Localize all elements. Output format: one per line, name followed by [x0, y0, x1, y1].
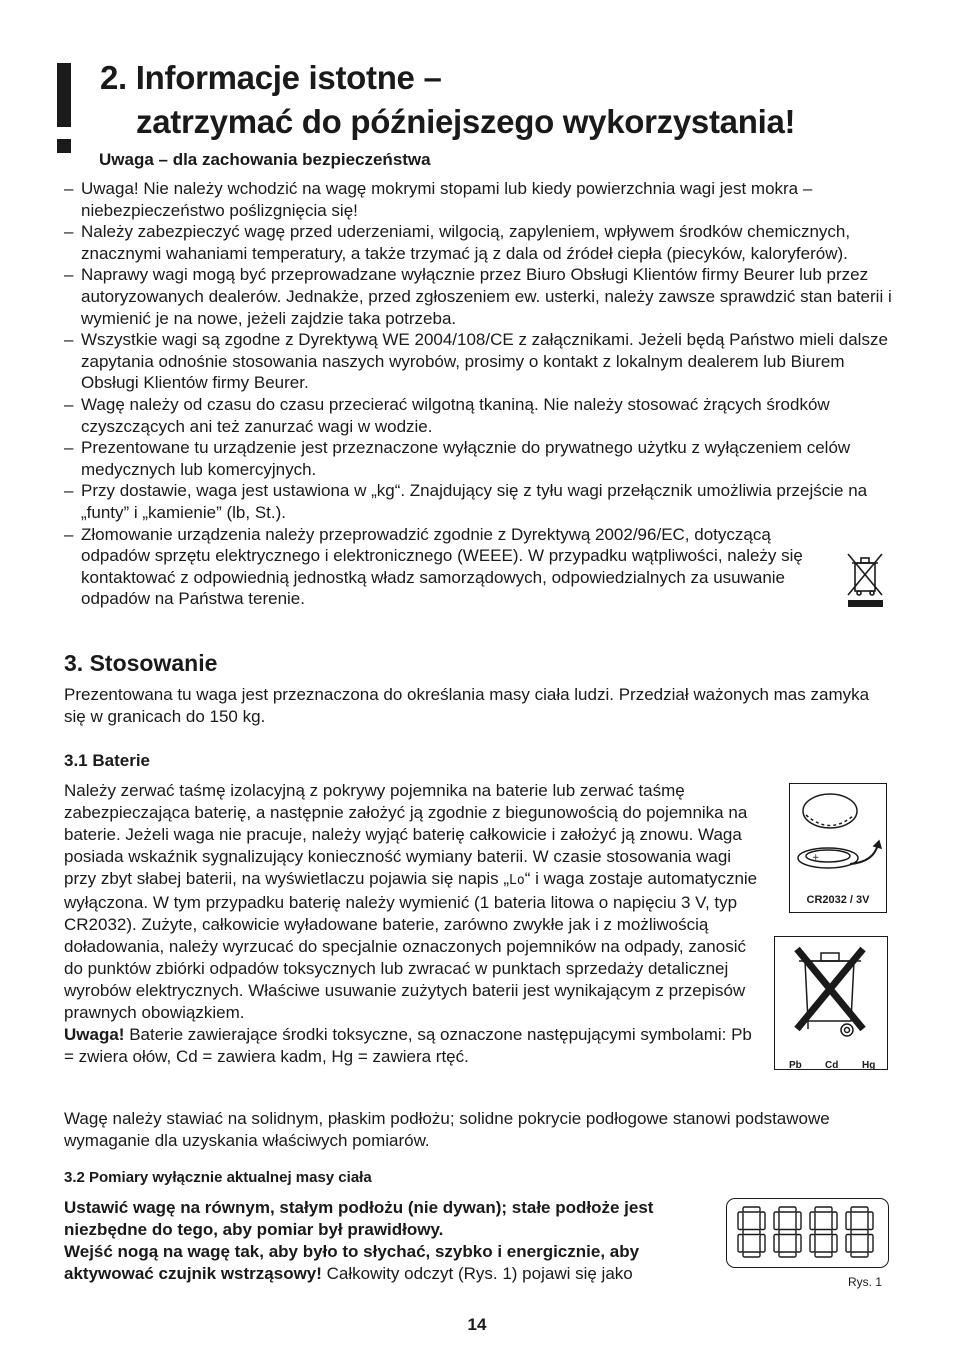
- svg-text:+: +: [812, 853, 820, 863]
- symbol-cd: Cd: [825, 1060, 839, 1071]
- display-segment: [774, 1235, 779, 1253]
- warning-item: – Wszystkie wagi są zgodne z Dyrektywą WE 2004/108/CE z załącznikami. Jeżeli będą Państwo mieli dalsze zapytania odnośnie stosowania naszych wyrobów, prosimy o kontakt z lokalnym dealerem lub Biurem Obsługi Klientów firmy Beurer.: [64, 329, 894, 394]
- batteries-text-part1: Należy zerwać taśmę izolacyjną z pokrywy pojemnika na baterie lub zerwać taśmę zabezpieczająca baterię, a następnie założyć ją zgodnie z biegunowością do pojemnika na baterie. Jeżeli waga nie pracuje, należy wyjąć baterię całkowicie i założyć ją znowu. Waga posiada wskaźnik sygnalizujący konieczność wymiany baterii. W czasie stosowania wagi przy zbyt słabej baterii, na wyświetlaczu pojawia się napis „: [64, 781, 748, 888]
- measurement-normal: Całkowity odczyt (Rys. 1) pojawi się jako: [321, 1264, 633, 1283]
- display-segment: [832, 1212, 837, 1230]
- measurement-bold-1: Ustawić wagę na równym, stałym podłożu (nie dywan); stałe podłoże jest niezbędne do tego, aby pomiar był prawidłowy.: [64, 1198, 654, 1239]
- battery-disposal-figure: [774, 936, 888, 1070]
- surface-instruction: Wagę należy stawiać na solidnym, płaskim podłożu; solidne pokrycie podłogowe stanowi podstawowe wymaganie dla uzyskania właściwych pomiarów.: [64, 1109, 830, 1150]
- batteries-text-part2: “ i waga zostaje automatycznie wyłączona. W tym przypadku baterię należy wymienić (1 bateria litowa o napięciu 3 V, typ CR2032). Zużyte, całkowicie wyładowane baterie, zarówno zwykłe jak i z możliwością doładowania, należy wyrzucać do specjalnie oznaczonych pojemników na odpady, zanosić do punktów zbiórki odpadów toksycznych lub zwracać w punktach sprzedaży detalicznej wyrobów elektrycznych. Właściwe usuwanie zużytych baterii jest wynikającym z przepisów prawnych obowiązkiem.: [64, 869, 758, 1022]
- display-segment: [796, 1212, 801, 1230]
- seven-segment-display-icon: [727, 1199, 887, 1266]
- display-segment: [774, 1212, 779, 1230]
- warning-item: – Należy zabezpieczyć wagę przed uderzeniami, wilgocią, zapyleniem, wpływem środków chemicznych, znacznymi wahaniami temperatury, a także trzymać ją z dala od źródeł ciepła (piecyków, kaloryferów).: [64, 221, 894, 264]
- display-segment: [868, 1235, 873, 1253]
- batteries-title: 3.1 Baterie: [64, 751, 150, 770]
- battery-figure: [789, 783, 887, 913]
- safety-subheading: Uwaga – dla zachowania bezpieczeństwa: [99, 150, 431, 169]
- display-segment: [760, 1235, 765, 1253]
- battery-bin-icon: [775, 937, 886, 1042]
- display-segment: [779, 1252, 796, 1257]
- battery-caption: CR2032 / 3V: [806, 894, 870, 906]
- display-segment: [779, 1230, 796, 1235]
- measurement-bold-2: Wejść nogą na wagę tak, aby było to słychać, szybko i energicznie, aby aktywować czujnik wstrząsowy!: [64, 1242, 640, 1283]
- batteries-warning-label: Uwaga!: [64, 1025, 125, 1044]
- display-segment: [851, 1252, 868, 1257]
- display-segment: [851, 1207, 868, 1212]
- section-2-title-line1: 2. Informacje istotne –: [100, 59, 442, 96]
- display-segment: [796, 1235, 801, 1253]
- coin-battery-icon: [790, 784, 885, 884]
- measurement-text: [64, 1197, 714, 1285]
- display-segment: [846, 1212, 851, 1230]
- display-segment: [743, 1230, 760, 1235]
- symbol-pb: Pb: [789, 1060, 802, 1071]
- symbol-hg: Hg: [862, 1060, 876, 1071]
- section-3-intro: Prezentowana tu waga jest przeznaczona do określania masy ciała ludzi. Przedział ważonych mas zamyka się w granicach do 150 kg.: [64, 685, 870, 726]
- display-segment: [779, 1207, 796, 1212]
- warning-item: – Wagę należy od czasu do czasu przecierać wilgotną tkaniną. Nie należy stosować żrących środków czyszczących ani też zanurzać wagi w wodzie.: [64, 394, 894, 437]
- display-segment: [810, 1212, 815, 1230]
- section-2-title-line2: zatrzymać do późniejszego wykorzystania!: [136, 103, 796, 140]
- warning-item: – Uwaga! Nie należy wchodzić na wagę mokrymi stopami lub kiedy powierzchnia wagi jest mokra – niebezpieczeństwo poślizgnięcia się!: [64, 178, 894, 221]
- display-figure: [726, 1198, 889, 1268]
- display-segment: [868, 1212, 873, 1230]
- figure-caption: Rys. 1: [848, 1275, 883, 1289]
- section-3-title: 3. Stosowanie: [64, 650, 218, 676]
- display-segment: [743, 1252, 760, 1257]
- warning-item: – Złomowanie urządzenia należy przeprowadzić zgodnie z Dyrektywą 2002/96/EC, dotyczącą odpadów sprzętu elektrycznego i elektronicznego (WEEE). W przypadku wątpliwości, należy się kontaktować z odpowiednią jednostką władz samorządowych, odpowiedzialnych za usuwanie odpadów na Państwa terenie.: [64, 524, 836, 610]
- display-segment: [815, 1252, 832, 1257]
- display-segment: [738, 1212, 743, 1230]
- display-segment: [743, 1207, 760, 1212]
- display-segment: [760, 1212, 765, 1230]
- safety-warnings-list: [64, 178, 894, 610]
- display-segment: [851, 1230, 868, 1235]
- warning-item: – Prezentowane tu urządzenie jest przeznaczone wyłącznie do prywatnego użytku z wyłączeniem celów medycznych lub komercyjnych.: [64, 437, 894, 480]
- warning-item: – Przy dostawie, waga jest ustawiona w „kg“. Znajdujący się z tyłu wagi przełącznik umożliwia przejście na „funty” i „kamienie” (lb, St.).: [64, 480, 894, 523]
- display-segment: [815, 1230, 832, 1235]
- measurement-title: 3.2 Pomiary wyłącznie aktualnej masy ciała: [64, 1169, 372, 1186]
- display-segment: [738, 1235, 743, 1253]
- display-segment: [810, 1235, 815, 1253]
- page-number: 14: [467, 1315, 487, 1334]
- display-segment: [832, 1235, 837, 1253]
- batteries-warning-text: Baterie zawierające środki toksyczne, są oznaczone następującymi symbolami: Pb = zwiera ołów, Cd = zawiera kadm, Hg = zawiera rtęć.: [64, 1025, 752, 1066]
- display-segment: [846, 1235, 851, 1253]
- batteries-text: [64, 780, 764, 1068]
- weee-bin-icon: [845, 551, 885, 609]
- lo-display-symbol: Lo: [509, 873, 525, 888]
- section-2-title: [100, 56, 795, 144]
- display-segment: [815, 1207, 832, 1212]
- warning-item: – Naprawy wagi mogą być przeprowadzane wyłącznie przez Biuro Obsługi Klientów firmy Beurer lub przez autoryzowanych dealerów. Jednakże, przed zgłoszeniem ew. usterki, należy zawsze sprawdzić stan baterii i wymienić je na nowe, jeżeli zajdzie taka potrzeba.: [64, 264, 894, 329]
